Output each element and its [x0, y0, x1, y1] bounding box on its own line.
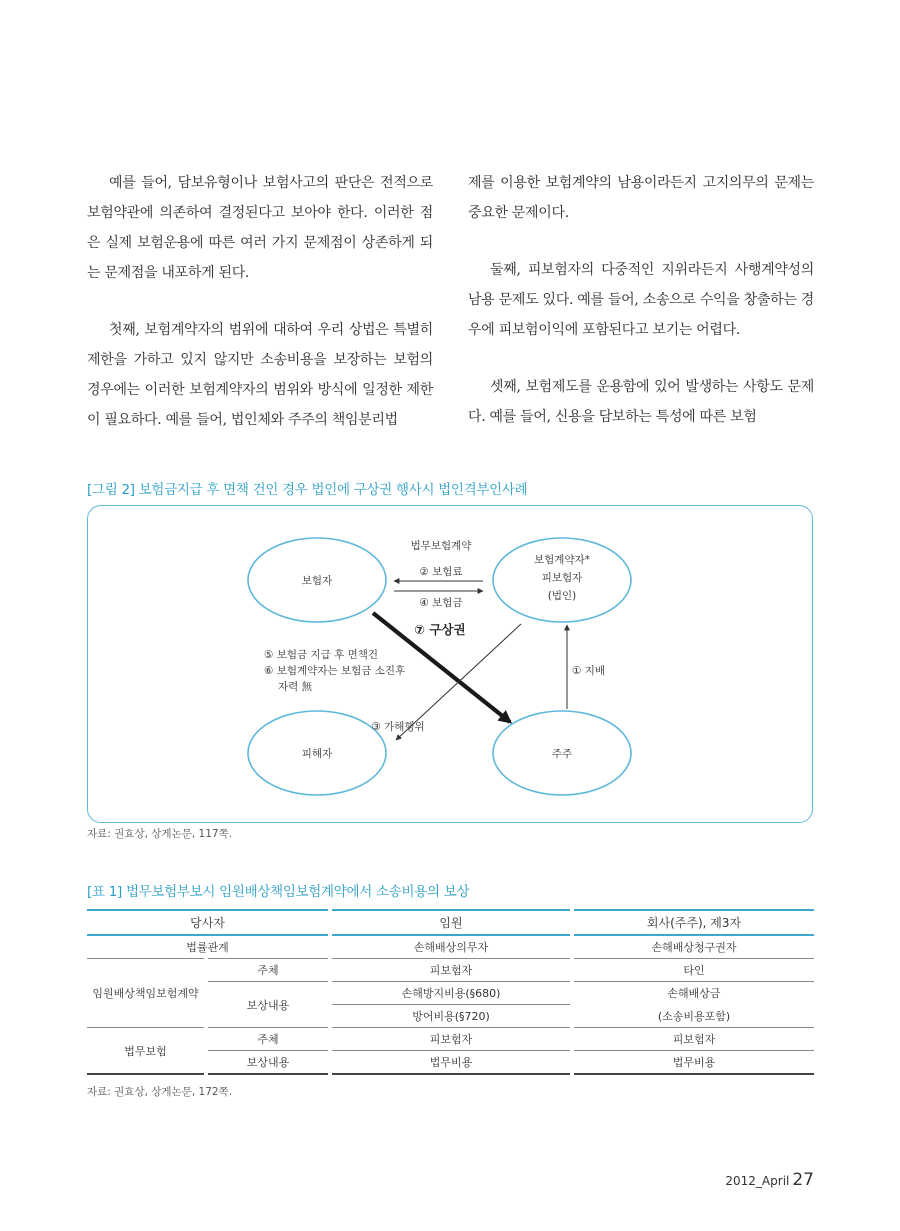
issue-label: 2012_April: [725, 1174, 790, 1188]
payout-label: ④ 보험금: [419, 597, 463, 609]
premium-label: ② 보험료: [419, 566, 463, 578]
cell: 손해배상금: [667, 987, 721, 1001]
header-executive: 임원: [330, 910, 572, 935]
row-label: 법률관계: [87, 935, 330, 959]
recourse-label: ⑦ 구상권: [414, 622, 466, 637]
control-label: ① 지배: [572, 665, 606, 677]
cell: 법무비용: [572, 1051, 814, 1075]
cell: 방어비용(§720): [330, 1005, 572, 1028]
paragraph: 예를 들어, 담보유형이나 보험사고의 판단은 전적으로 보험약관에 의존하여 결정된다고 보아야 한다. 이러한 점은 실제 보험운용에 따른 여러 가지 문제점이 상존하게 되는 문제점을 내포하게 된다.: [87, 175, 433, 281]
paragraph: 제를 이용한 보험계약의 남용이라든지 고지의무의 문제는 중요한 문제이다.: [468, 175, 814, 221]
right-column: [468, 168, 814, 459]
row-label: 보상내용: [206, 1051, 330, 1075]
note-line: ⑥ 보험계약자는 보험금 소진후: [264, 665, 406, 677]
left-column: [87, 168, 433, 462]
paragraph: 둘째, 피보험자의 다중적인 지위라든지 사행계약성의 남용 문제도 있다. 예를 들어, 소송으로 수익을 창출하는 경우에 피보험이익에 포함된다고 보기는 어렵다.: [468, 262, 814, 338]
cell: 법무비용: [330, 1051, 572, 1075]
header-party: 당사자: [87, 910, 330, 935]
policyholder-label: 보험계약자*: [534, 554, 590, 566]
table-caption: [표 1] 법무보험부보시 임원배상책임보험계약에서 소송비용의 보상: [87, 884, 470, 900]
note-line: ⑤ 보험금 지급 후 면책건: [264, 649, 379, 661]
table-row: [87, 935, 814, 959]
row-label: 보상내용: [206, 982, 330, 1028]
figure-caption: [그림 2] 보험금지급 후 면책 건인 경우 법인에 구상권 행사시 법인격부인사례: [87, 482, 528, 498]
figure-source: 자료: 권효상, 상게논문, 117쪽.: [87, 828, 233, 840]
page-footer: [725, 1170, 814, 1190]
paragraph: 첫째, 보험계약자의 범위에 대하여 우리 상법은 특별히 제한을 가하고 있지 않지만 소송비용을 보장하는 보험의 경우에는 이러한 보험계약자의 범위와 방식에 일정한 제한이 필요하다. 예를 들어, 법인체와 주주의 책임분리법: [87, 322, 433, 428]
table-source: 자료: 권효상, 상게논문, 172쪽.: [87, 1086, 233, 1098]
cell: 피보험자: [572, 1028, 814, 1051]
shareholder-label: 주주: [551, 748, 573, 760]
note-line: 자력 無: [278, 681, 313, 693]
cell: 피보험자: [330, 1028, 572, 1051]
cell: 손해배상청구권자: [572, 935, 814, 959]
contract-label: 법무보험계약: [410, 540, 472, 552]
insurer-label: 보험자: [301, 575, 333, 587]
victim-label: 피해자: [301, 748, 333, 760]
row-label: 주체: [206, 1028, 330, 1051]
row-group-label: 임원배상책임보험계약: [87, 959, 206, 1028]
cell: 손해방지비용(§680): [330, 982, 572, 1005]
cell: 타인: [572, 959, 814, 982]
cell: 피보험자: [330, 959, 572, 982]
cell: 손해배상의무자: [330, 935, 572, 959]
header-company: 회사(주주), 제3자: [572, 910, 814, 935]
diagram: [87, 505, 813, 823]
row-label: 주체: [206, 959, 330, 982]
cell: (소송비용포함): [572, 1005, 814, 1028]
page-number: 27: [792, 1170, 814, 1190]
corporation-label: (법인): [547, 590, 577, 602]
tort-label: ③ 가해행위: [371, 721, 425, 733]
insured-label: 피보험자: [541, 572, 583, 584]
table-row: [87, 959, 814, 982]
table-header-row: [87, 910, 814, 935]
table-row: [87, 1028, 814, 1051]
row-group-label: 법무보험: [87, 1028, 206, 1075]
paragraph: 셋째, 보험제도를 운용함에 있어 발생하는 사항도 문제다. 예를 들어, 신용을 담보하는 특성에 따른 보험: [468, 379, 814, 425]
comparison-table: [87, 909, 814, 1075]
